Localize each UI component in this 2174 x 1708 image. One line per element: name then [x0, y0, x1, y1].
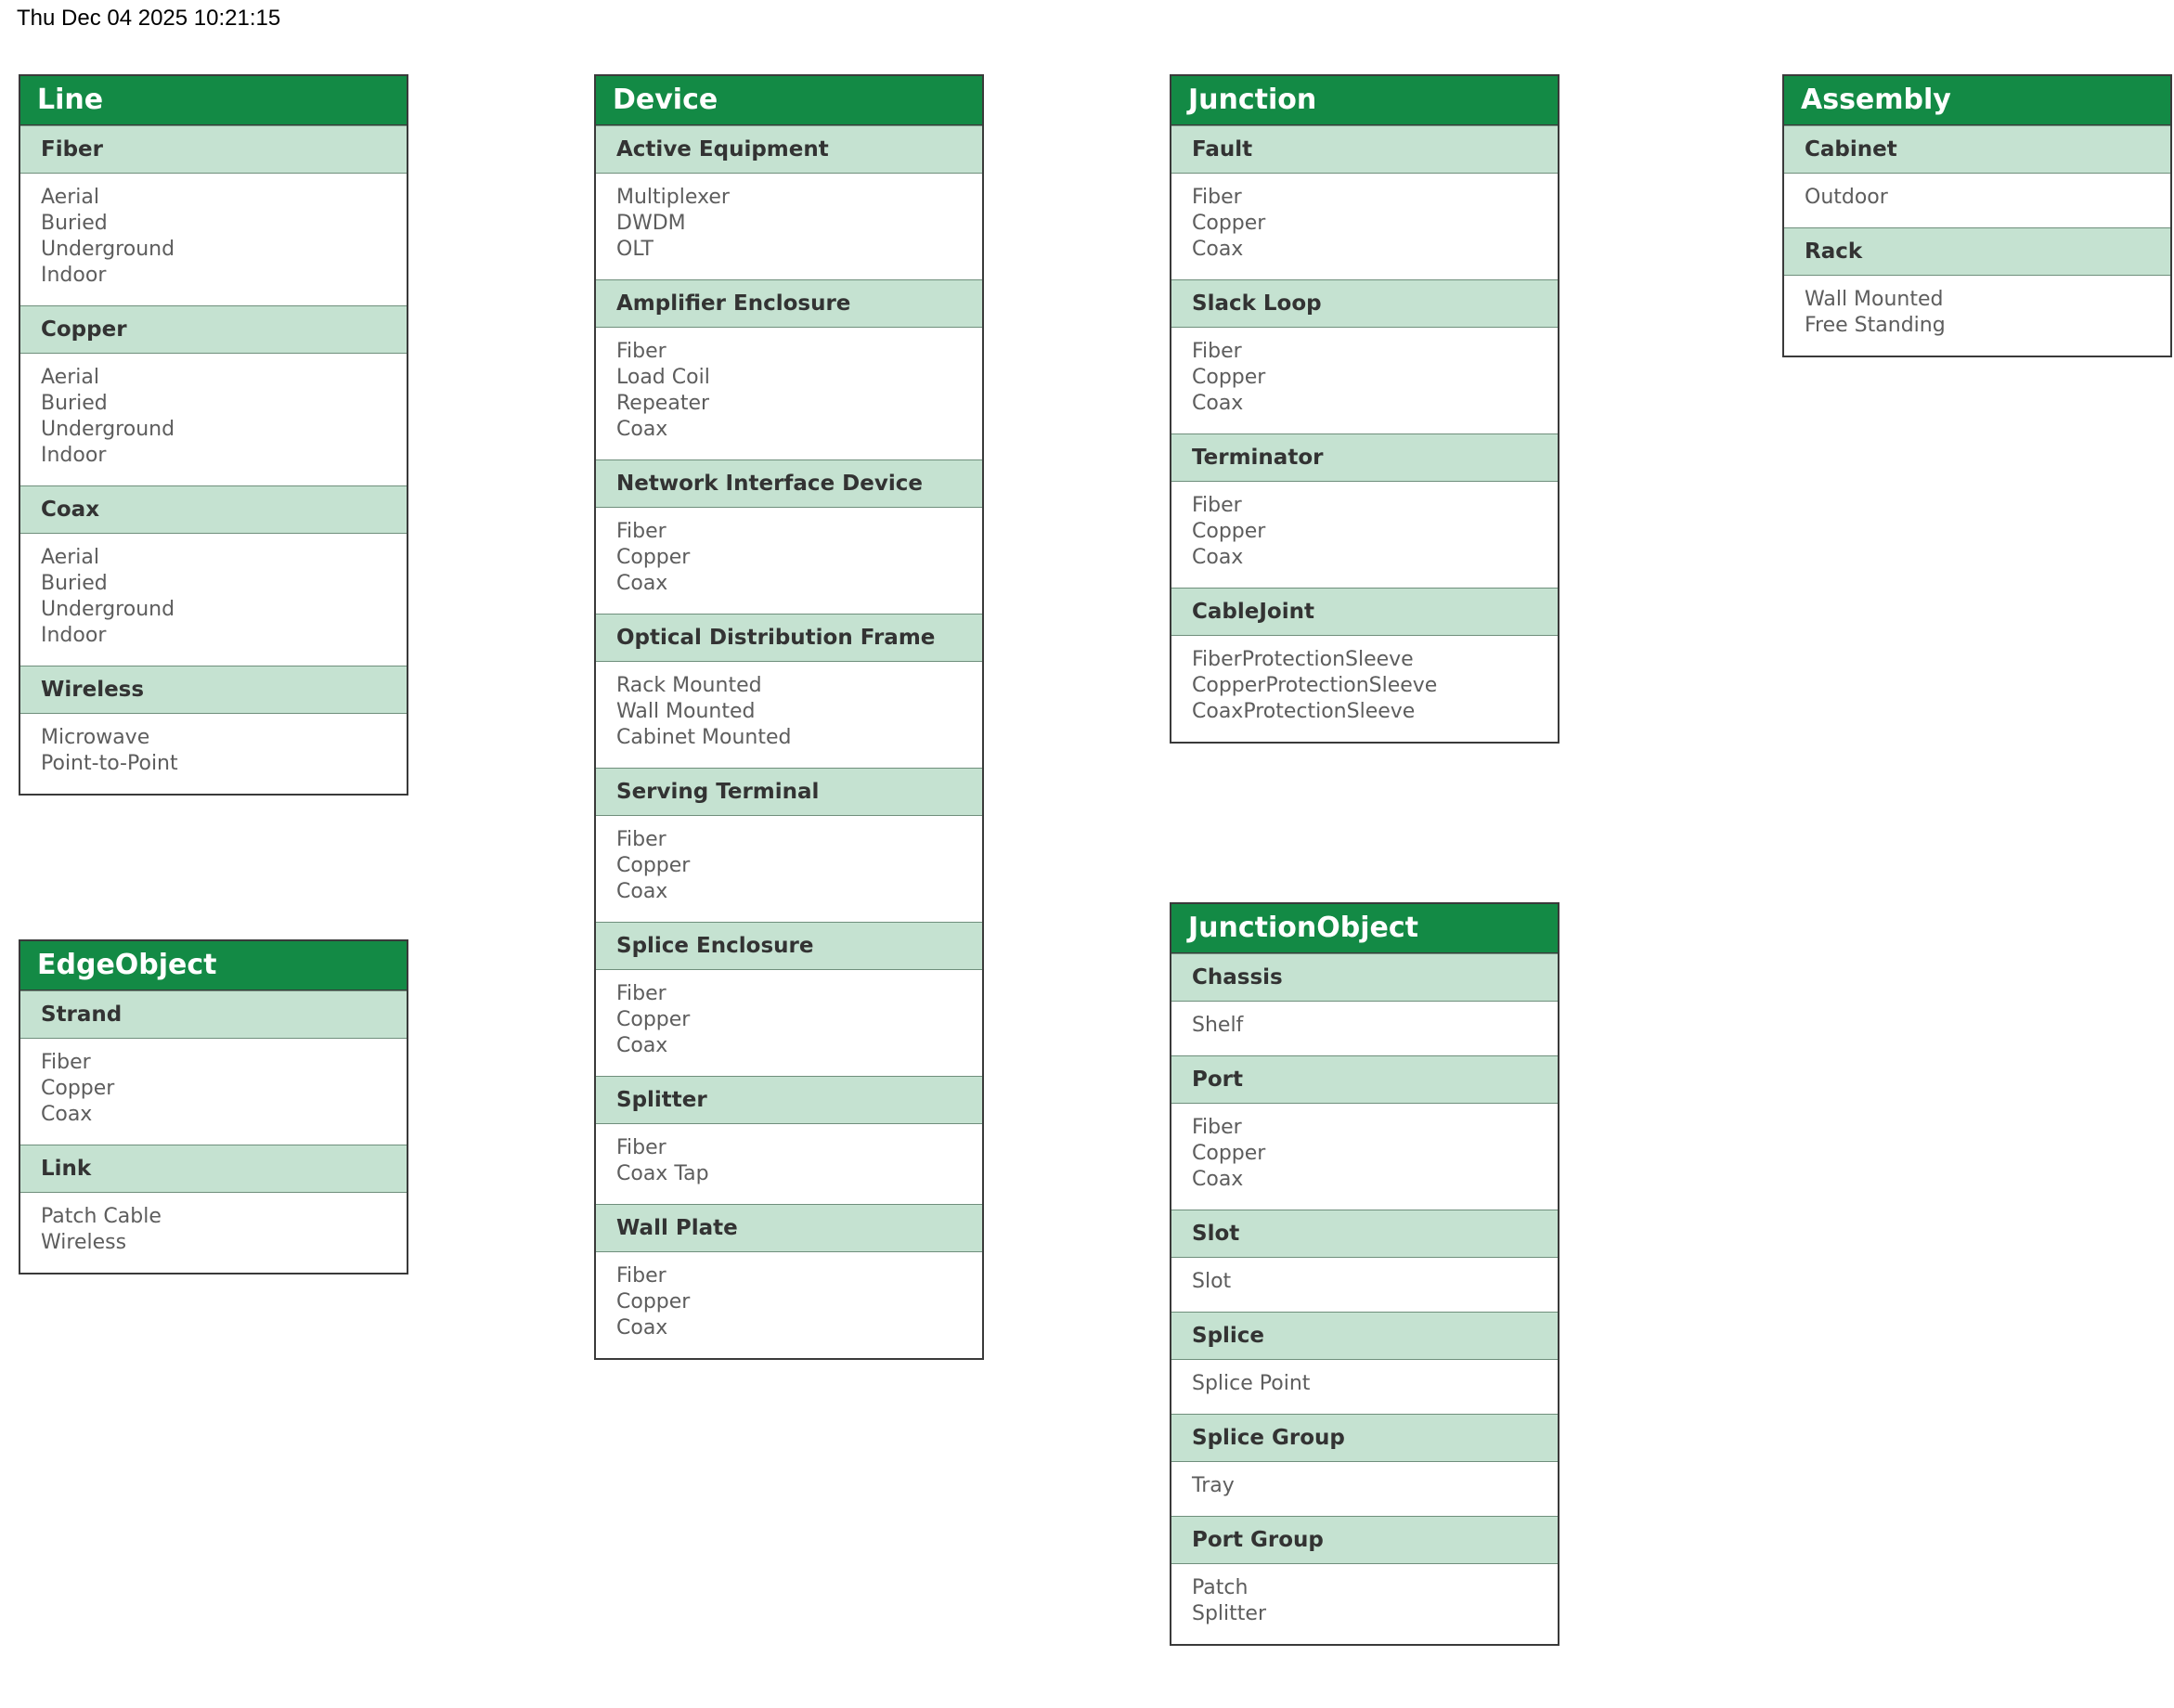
section-header: Slot [1171, 1210, 1558, 1258]
section-header: Fiber [20, 125, 407, 174]
section-header: Rack [1784, 227, 2170, 276]
section-header: Strand [20, 990, 407, 1039]
list-item: Fiber [1192, 494, 1242, 517]
list-item: CoaxProtectionSleeve [1192, 700, 1416, 723]
section-rack [1784, 227, 2170, 356]
section-items [1171, 328, 1558, 433]
list-item: Copper [1192, 1142, 1266, 1165]
list-item: Wall Mounted [1805, 288, 1944, 311]
list-item: Cabinet Mounted [616, 726, 792, 749]
panel-line [19, 74, 408, 796]
list-item: Tray [1192, 1474, 1235, 1497]
list-item: Repeater [616, 392, 710, 415]
list-item: Coax [1192, 546, 1244, 569]
section-header: Link [20, 1145, 407, 1193]
section-header: Network Interface Device [596, 459, 982, 508]
list-item: Fiber [1192, 340, 1242, 363]
list-item: Indoor [41, 264, 107, 287]
section-items [596, 508, 982, 614]
list-item: Buried [41, 392, 108, 415]
section-wall-plate [596, 1204, 982, 1358]
list-item: Copper [1192, 520, 1266, 543]
section-items [20, 714, 407, 794]
section-items [1171, 1002, 1558, 1055]
section-header: Port [1171, 1055, 1558, 1104]
list-item: Splitter [1192, 1602, 1266, 1625]
section-chassis [1171, 953, 1558, 1055]
section-items [20, 534, 407, 666]
list-item: Rack Mounted [616, 674, 762, 697]
section-port [1171, 1055, 1558, 1210]
section-items [1171, 482, 1558, 588]
section-header: Splice Group [1171, 1414, 1558, 1462]
list-item: Coax [41, 1103, 93, 1126]
section-link [20, 1145, 407, 1273]
list-item: Copper [616, 854, 691, 877]
list-item: CopperProtectionSleeve [1192, 674, 1438, 697]
list-item: Copper [616, 1008, 691, 1031]
panel-junction [1170, 74, 1559, 744]
list-item: Copper [616, 1290, 691, 1313]
list-item: Wall Mounted [616, 700, 756, 723]
panel-title: Junction [1171, 76, 1558, 125]
list-item: Underground [41, 238, 175, 261]
list-item: Coax [616, 572, 668, 595]
section-strand [20, 990, 407, 1145]
list-item: Coax [1192, 1168, 1244, 1191]
section-header: Copper [20, 305, 407, 354]
section-header: Port Group [1171, 1516, 1558, 1564]
section-header: Serving Terminal [596, 768, 982, 816]
section-cablejoint [1171, 588, 1558, 742]
list-item: OLT [616, 238, 653, 261]
list-item: Aerial [41, 546, 99, 569]
timestamp: Thu Dec 04 2025 10:21:15 [17, 6, 281, 31]
list-item: Aerial [41, 366, 99, 389]
list-item: Fiber [616, 828, 666, 851]
list-item: Buried [41, 212, 108, 235]
list-item: Load Coil [616, 366, 710, 389]
section-header: Splitter [596, 1076, 982, 1124]
list-item: FiberProtectionSleeve [1192, 648, 1414, 671]
panel-title: EdgeObject [20, 941, 407, 990]
list-item: Coax [1192, 238, 1244, 261]
list-item: Coax [616, 1316, 668, 1339]
list-item: Outdoor [1805, 186, 1888, 209]
section-header: CableJoint [1171, 588, 1558, 636]
panel-junctionobject [1170, 902, 1559, 1646]
section-coax [20, 485, 407, 666]
section-items [596, 174, 982, 279]
list-item: Indoor [41, 624, 107, 647]
list-item: Copper [1192, 366, 1266, 389]
section-fault [1171, 125, 1558, 279]
list-item: Aerial [41, 186, 99, 209]
section-splice [1171, 1312, 1558, 1414]
section-items [596, 1124, 982, 1204]
list-item: Copper [616, 546, 691, 569]
list-item: Fiber [1192, 186, 1242, 209]
list-item: Patch [1192, 1576, 1249, 1599]
list-item: Underground [41, 418, 175, 441]
section-splice-group [1171, 1414, 1558, 1516]
section-header: Amplifier Enclosure [596, 279, 982, 328]
section-items [596, 1252, 982, 1358]
section-terminator [1171, 433, 1558, 588]
section-header: Active Equipment [596, 125, 982, 174]
list-item: Copper [41, 1077, 115, 1100]
section-header: Chassis [1171, 953, 1558, 1002]
list-item: Patch Cable [41, 1205, 162, 1228]
section-items [1171, 636, 1558, 742]
section-slack-loop [1171, 279, 1558, 433]
list-item: Fiber [616, 982, 666, 1005]
section-amplifier-enclosure [596, 279, 982, 459]
list-item: Shelf [1192, 1014, 1244, 1037]
list-item: Fiber [616, 1264, 666, 1287]
list-item: Microwave [41, 726, 150, 749]
section-header: Splice [1171, 1312, 1558, 1360]
panel-title: Device [596, 76, 982, 125]
section-header: Coax [20, 485, 407, 534]
section-slot [1171, 1210, 1558, 1312]
section-optical-distribution-frame [596, 614, 982, 768]
section-serving-terminal [596, 768, 982, 922]
section-items [596, 662, 982, 768]
panel-title: Line [20, 76, 407, 125]
list-item: Underground [41, 598, 175, 621]
section-wireless [20, 666, 407, 794]
list-item: Fiber [616, 1136, 666, 1159]
section-items [20, 1039, 407, 1145]
list-item: Wireless [41, 1231, 127, 1254]
section-header: Optical Distribution Frame [596, 614, 982, 662]
section-header: Cabinet [1784, 125, 2170, 174]
panel-edgeobject [19, 939, 408, 1275]
section-cabinet [1784, 125, 2170, 227]
section-header: Wireless [20, 666, 407, 714]
list-item: Slot [1192, 1270, 1232, 1293]
section-items [1171, 1104, 1558, 1210]
section-items [1171, 1360, 1558, 1414]
list-item: Coax Tap [616, 1162, 709, 1185]
section-items [20, 174, 407, 305]
section-header: Fault [1171, 125, 1558, 174]
list-item: Coax [616, 880, 668, 903]
list-item: Point-to-Point [41, 752, 178, 775]
section-items [20, 354, 407, 485]
list-item: Free Standing [1805, 314, 1946, 337]
section-splice-enclosure [596, 922, 982, 1076]
section-items [1171, 1462, 1558, 1516]
list-item: Indoor [41, 444, 107, 467]
list-item: Copper [1192, 212, 1266, 235]
section-copper [20, 305, 407, 485]
list-item: Buried [41, 572, 108, 595]
section-network-interface-device [596, 459, 982, 614]
section-items [596, 970, 982, 1076]
section-items [1171, 1564, 1558, 1644]
section-header: Slack Loop [1171, 279, 1558, 328]
section-port-group [1171, 1516, 1558, 1644]
section-header: Splice Enclosure [596, 922, 982, 970]
section-fiber [20, 125, 407, 305]
list-item: Fiber [616, 340, 666, 363]
list-item: Fiber [1192, 1116, 1242, 1139]
section-items [1171, 174, 1558, 279]
section-items [20, 1193, 407, 1273]
section-items [596, 816, 982, 922]
list-item: Splice Point [1192, 1372, 1311, 1395]
section-header: Terminator [1171, 433, 1558, 482]
section-items [1784, 276, 2170, 356]
section-splitter [596, 1076, 982, 1204]
list-item: Fiber [616, 520, 666, 543]
list-item: Coax [1192, 392, 1244, 415]
list-item: Multiplexer [616, 186, 730, 209]
panel-device [594, 74, 984, 1360]
panel-title: Assembly [1784, 76, 2170, 125]
list-item: Coax [616, 418, 668, 441]
list-item: Fiber [41, 1051, 91, 1074]
section-items [1171, 1258, 1558, 1312]
section-active-equipment [596, 125, 982, 279]
list-item: Coax [616, 1034, 668, 1057]
panel-title: JunctionObject [1171, 904, 1558, 953]
list-item: DWDM [616, 212, 686, 235]
section-items [596, 328, 982, 459]
panel-assembly [1782, 74, 2172, 357]
section-header: Wall Plate [596, 1204, 982, 1252]
section-items [1784, 174, 2170, 227]
